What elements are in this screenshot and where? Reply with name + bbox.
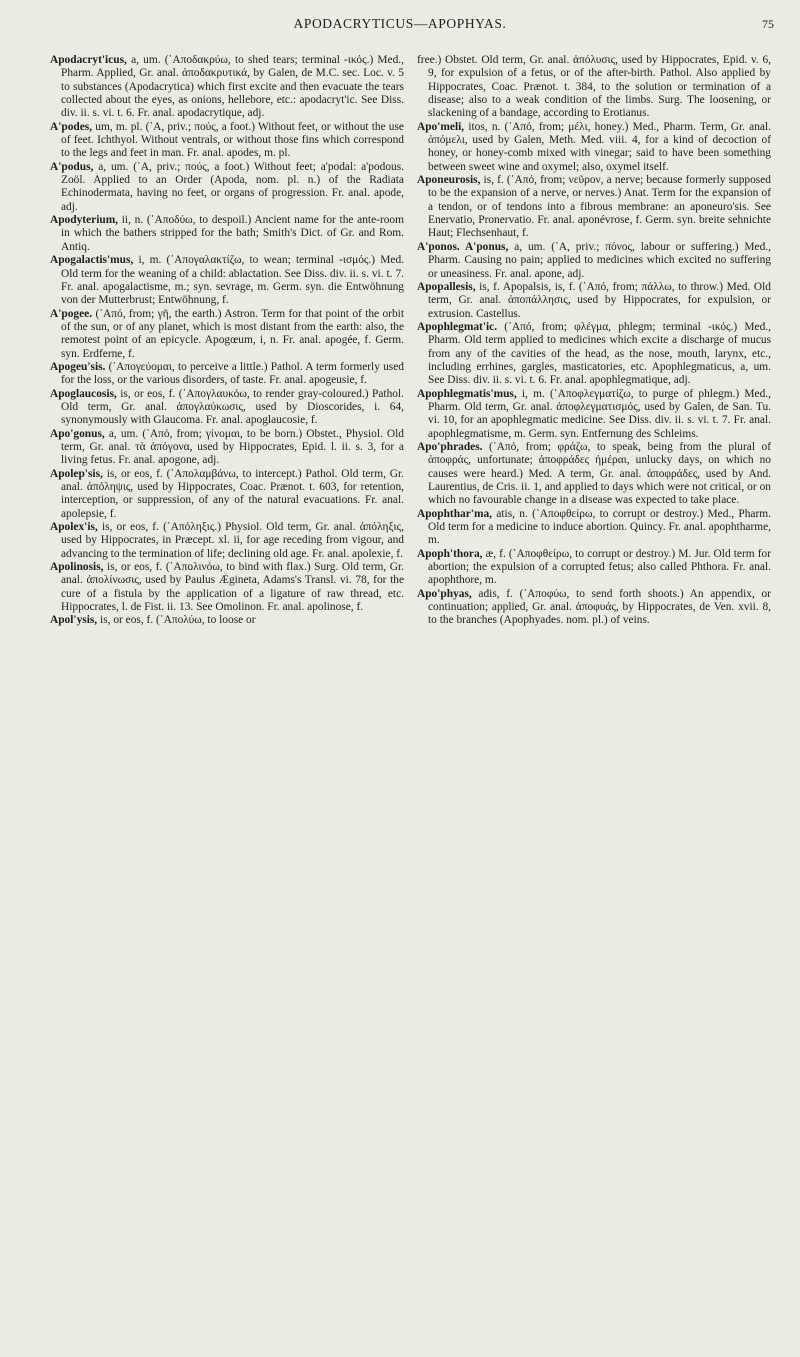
entry-headword: Apophlegmatis'mus, xyxy=(417,387,517,400)
dictionary-entry xyxy=(417,281,771,321)
entry-headword: A'podus, xyxy=(50,160,94,173)
right-column xyxy=(417,54,771,1350)
entry-headword: Apopallesis, xyxy=(417,280,476,293)
dictionary-entry xyxy=(417,54,771,121)
entry-text: is, or eos, f. (᾿Απολινόω, to bind with flax.) Surg. Old term, Gr. anal. ἀπολίνωσις, used by Paulus Ægineta, Adams's Transl. vi. 78, for the cure of a fistula by the application of a ligature of raw thread, etc. Hippocrates, l. de Fist. ii. 13. See Omolinon. Fr. anal. apolinose, f. xyxy=(61,561,404,614)
entry-text: (᾿Απογεύομαι, to perceive a little.) Pathol. A term formerly used for the loss, or the various disorders, of taste. Fr. anal. apogeusie, f. xyxy=(61,360,404,387)
entry-headword: Apo'gonus, xyxy=(50,427,105,440)
dictionary-entry xyxy=(50,561,404,614)
entry-text: is, f. Apopalsis, is, f. (᾿Από, from; πάλλω, to throw.) Med. Old term, Gr. anal. ἀποπάλλησις, used by Hippocrates, for expulsion, or extrusion. Castellus. xyxy=(428,280,771,320)
dictionary-entry xyxy=(50,214,404,254)
entry-headword: Apophthar'ma, xyxy=(417,507,493,520)
entry-text: is, or eos, f. (᾿Απολαμβάνω, to intercept.) Pathol. Old term, Gr. anal. ἀπόληψις, used by Hippocrates, Coac. Prænot. t. 603, for retention, interception, or suppression, of any of the natural evacuations. Fr. anal. apolepsie, f. xyxy=(61,467,404,520)
dictionary-entry xyxy=(417,388,771,441)
entry-headword: Apophlegmat'ic. xyxy=(417,320,498,333)
entry-text: a, um. (᾿Α, priv.; πόνος, labour or suffering.) Med., Pharm. Causing no pain; applied to medicines which excited no suffering or uneasiness. Fr. anal. apone, adj. xyxy=(428,240,771,280)
entry-text: ii, n. (᾿Αποδύω, to despoil.) Ancient name for the ante-room in which the bathers stripped for the bath; Smith's Dict. of Gr. and Rom. Antiq. xyxy=(61,214,404,253)
entry-headword: Apogeu'sis. xyxy=(50,360,106,373)
entry-headword: Apodyterium, xyxy=(50,214,119,227)
entry-headword: Apol'ysis, xyxy=(50,614,98,627)
entry-headword: A'ponos. A'ponus, xyxy=(417,240,509,253)
dictionary-entry xyxy=(50,521,404,561)
entry-text: is, or eos, f. (᾿Απόληξις.) Physiol. Old term, Gr. anal. ἀπόληξις, used by Hippocrates, in Præcept. xl. ii, for age receding from vigour, and advancing to the termination of life; declining old age. Fr. anal. apolexie, f. xyxy=(61,521,404,560)
dictionary-entry xyxy=(417,321,771,388)
dictionary-entry xyxy=(417,588,771,628)
entry-text: i, m. (᾿Απογαλακτίζω, to wean; terminal -ισμός.) Med. Old term for the weaning of a child: ablactation. See Diss. div. ii. s. vi. t. 7. Fr. anal. apogalactisme, m.; syn. sevrage, m. Germ. syn. die Entwöhnung von der Mutterbrust; Entwöhnung, f. xyxy=(61,254,404,307)
entry-text: itos, n. (᾿Από, from; μέλι, honey.) Med., Pharm. Term, Gr. anal. ἀπόμελι, used by Galen, Meth. Med. viii. 4, for a kind of decoction of honey, or honey-comb mixed with vinegar; said to have been something between sweet wine and oxymel; also, oxymel itself. xyxy=(428,120,771,173)
entry-headword: Apoglaucosis, xyxy=(50,387,117,400)
dictionary-entry xyxy=(417,174,771,241)
entry-text: (᾿Από, from; γῆ, the earth.) Astron. Term for that point of the orbit of the sun, or of any planet, which is most distant from the earth: also, the remotest point of an epicycle. Apogœum, i, n. Fr. anal. apogée, f. Germ. syn. Erdferne, f. xyxy=(61,307,404,360)
entry-headword: A'podes, xyxy=(50,120,93,133)
entry-text: atis, n. (᾿Αποφθείρω, to corrupt or destroy.) Med., Pharm. Old term for a medicine to induce abortion. Quincy. Fr. anal. apophtharme, m. xyxy=(428,507,771,547)
dictionary-entry xyxy=(50,161,404,214)
entry-headword: Apolinosis, xyxy=(50,561,104,574)
entry-headword: Apo'phyas, xyxy=(417,587,472,600)
dictionary-entry xyxy=(417,121,771,174)
dictionary-entry xyxy=(50,308,404,361)
dictionary-entry xyxy=(417,241,771,281)
entry-headword: Apolex'is, xyxy=(50,521,98,534)
entry-text: (᾿Από, from; φράζω, to speak, being from the plural of ἀποφράς, unfortunate; ἀποφράδες ἡμέραι, unlucky days, on which no causes were heard.) Med. A term, Gr. anal. ἀποφράδες, used by And. Laurentius, de Cris. ii. 1, and applied to days which were not critical, or on which no favourable change in a disease was expected to take place. xyxy=(428,440,771,507)
entry-text: (᾿Από, from; φλέγμα, phlegm; terminal -ικός.) Med., Pharm. Old term applied to medicines which excite a discharge of mucus from any of the cavities of the head, as the nose, mouth, larynx, etc., including errhines, gargles, masticatories, etc. Apophlegmaticus, a, um. See Diss. div. ii. s. vi. t. 6. Fr. anal. apophlegmatique, adj. xyxy=(428,320,771,387)
entry-text: a, um. (᾿Α, priv.; πούς, a foot.) Without feet; a'podal: a'podous. Zoöl. Applied to an Order (Apoda, nom. pl. n.) of the Radiata Echinodermata, having no feet, or organs of progression. Fr. anal. apode, adj. xyxy=(61,160,404,213)
dictionary-entry xyxy=(50,121,404,161)
entry-headword: Apolep'sis, xyxy=(50,467,103,480)
dictionary-entry xyxy=(50,428,404,468)
page-number: 75 xyxy=(762,17,774,31)
dictionary-entry xyxy=(50,254,404,307)
entry-headword: Apodacryt'icus, xyxy=(50,54,127,66)
dictionary-entry xyxy=(50,54,404,121)
entry-text: free.) Obstet. Old term, Gr. anal. ἀπόλυσις, used by Hippocrates, Epid. v. 6, 9, for expulsion of a fetus, or of the after-birth. Pathol. Also applied by Hippocrates, Coac. Prænot. t. 384, to the solution or termination of a disease; also to a weak condition of the limbs. Surg. The loosening, or slackening of a bandage, according to Erotianus. xyxy=(417,54,771,120)
page-header xyxy=(0,0,800,48)
entry-headword: Apogalactis'mus, xyxy=(50,254,134,267)
dictionary-entry xyxy=(50,388,404,428)
entry-text: a, um. (᾿Αποδακρύω, to shed tears; terminal -ικός.) Med., Pharm. Applied, Gr. anal. ἀποδακρυτικά, by Galen, de M.C. sec. Loc. v. 5 to substances (Apodacrytica) which first excite and then evacuate the tears collected about the eyes, as onions, hellebore, etc.: apodacryt'ic. See Diss. div. ii. s. vi. t. 6. Fr. anal. apodacrytique, adj. xyxy=(61,54,404,120)
entry-text: adis, f. (᾿Αποφύω, to send forth shoots.) An appendix, or continuation; applied, Gr. anal. ἀποφυάς, by Hippocrates, de Ven. xvii. 8, to the branches (Apophyades. nom. pl.) of veins. xyxy=(428,587,771,627)
entry-headword: Apo'phrades. xyxy=(417,440,483,453)
dictionary-entry xyxy=(50,361,404,388)
entry-headword: Aponeurosis, xyxy=(417,174,481,187)
entry-text: a, um. (᾿Από, from; γίνομαι, to be born.) Obstet., Physiol. Old term, Gr. anal. τὰ ἀπόγονα, used by Hippocrates, Epid. l. ii. s. 3, for a living fetus. Fr. anal. apogone, adj. xyxy=(61,427,404,467)
dictionary-entry xyxy=(50,468,404,521)
left-column xyxy=(50,54,404,1350)
entry-text: is, f. (᾿Από, from; νεῦρον, a nerve; because formerly supposed to be the expansion of a nerve, or nerves.) Anat. Term for the expansion of a tendon, or of tendons into a fibrous membrane: an aponeuro'sis. See Enervatio, Pronervatio. Fr. anal. aponévrose, f. Germ. syn. breite sehnichte Haut; Flechsenhaut, f. xyxy=(428,174,771,240)
entry-headword: Apo'meli, xyxy=(417,120,465,133)
entry-text: is, or eos, f. (᾿Απολύω, to loose or xyxy=(100,614,256,627)
dictionary-entry xyxy=(417,508,771,548)
entry-text: i, m. (᾿Αποφλεγματίζω, to purge of phlegm.) Med., Pharm. Old term, Gr. anal. ἀποφλεγματισμός, used by Galen, de San. Tu. vi. 10, for an apophlegmatic medicine. See Diss. div. ii. s. vi. t. 7. Fr. anal. apophlegmatisme, m. Germ. syn. Entfernung des Schleims. xyxy=(428,387,771,440)
entry-text: is, or eos, f. (᾿Απογλαυκόω, to render gray-coloured.) Pathol. Old term, Gr. anal. ἀπογλαύκωσις, used by Dioscorides, i. 64, synonymously with Glaucoma. Fr. anal. apoglaucosie, f. xyxy=(61,387,404,427)
entry-headword: A'pogee. xyxy=(50,307,93,320)
entry-text: æ, f. (᾿Αποφθείρω, to corrupt or destroy.) M. Jur. Old term for abortion; the expulsion of a corrupted fetus; also called Phthora. Fr. anal. apophthore, m. xyxy=(428,547,771,587)
dictionary-entry xyxy=(417,441,771,508)
entry-headword: Apoph'thora, xyxy=(417,547,483,560)
entry-text: um, m. pl. (᾿Α, priv.; πούς, a foot.) Without feet, or without the use of feet. Ichthyol. Without ventrals, or without those fins which correspond to the legs and feet in man. Fr. anal. apodes, m. pl. xyxy=(61,120,404,160)
dictionary-entry xyxy=(50,614,404,627)
dictionary-entry xyxy=(417,548,771,588)
running-head: APODACRYTICUS—APOPHYAS. xyxy=(293,16,507,31)
